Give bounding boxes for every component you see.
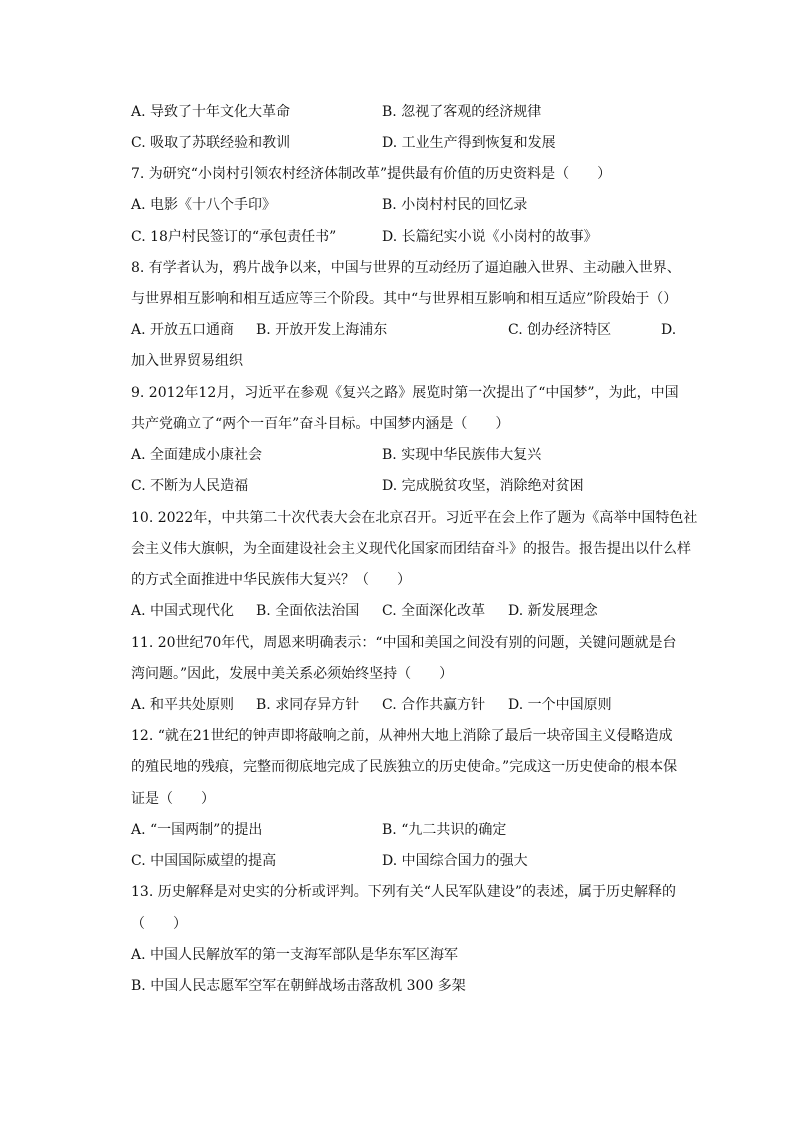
q12-stem-line1: 12. “就在21世纪的钟声即将敲响之前，从神州大地上消除了最后一块帝国主义侵略造成: [131, 728, 673, 744]
q6-option-c: C. 吸取了苏联经验和教训: [131, 135, 291, 151]
q7-option-b: B. 小岗村村民的回忆录: [382, 197, 528, 213]
q12-stem-line2: 的殖民地的残痕，完整而彻底地完成了民族独立的历史使命。”完成这一历史使命的根本保: [131, 759, 678, 775]
q12-option-b: B. “九二共识的确定: [382, 822, 507, 838]
q11-stem-line1: 11. 20世纪70年代，周恩来明确表示：“中国和美国之间没有别的问题，关键问题就是台: [131, 635, 677, 651]
q12-option-c: C. 中国国际威望的提高: [131, 853, 277, 869]
q13-stem-line1: 13. 历史解释是对史实的分析或评判。下列有关“人民军队建设”的表述，属于历史解释的: [131, 884, 677, 900]
q8-option-a: A. 开放五口通商: [131, 322, 235, 338]
q7-option-d: D. 长篇纪实小说《小岗村的故事》: [382, 229, 598, 245]
q10-stem-line3: 的方式全面推进中华民族伟大复兴？（ ）: [131, 572, 411, 588]
q12-stem-line3: 证是（ ）: [131, 791, 215, 807]
q11-option-c: C. 合作共赢方针: [382, 697, 486, 713]
q9-stem-line2: 共产党确立了“两个一百年”奋斗目标。中国梦内涵是（ ）: [131, 416, 510, 432]
q8-stem-line1: 8. 有学者认为，鸦片战争以来，中国与世界的互动经历了逼迫融入世界、主动融入世界、: [131, 260, 681, 276]
q8-option-d-continued: 加入世界贸易组织: [131, 353, 243, 369]
q11-option-d: D. 一个中国原则: [508, 697, 612, 713]
q9-option-c: C. 不断为人民造福: [131, 478, 249, 494]
q10-stem-line2: 会主义伟大旗帜，为全面建设社会主义现代化国家而团结奋斗》的报告。报告提出以什么样: [131, 541, 691, 557]
q9-option-a: A. 全面建成小康社会: [131, 447, 263, 463]
q10-stem-line1: 10. 2022年，中共第二十次代表大会在北京召开。习近平在会上作了题为《高举中国特色社: [131, 510, 698, 526]
q10-option-a: A. 中国式现代化: [131, 603, 235, 619]
q6-option-a: A. 导致了十年文化大革命: [131, 104, 291, 120]
q9-option-d: D. 完成脱贫攻坚，消除绝对贫困: [382, 478, 584, 494]
q12-option-d: D. 中国综合国力的强大: [382, 853, 528, 869]
q6-option-b: B. 忽视了客观的经济规律: [382, 104, 542, 120]
q13-option-b: B. 中国人民志愿军空军在朝鲜战场击落敌机 300 多架: [131, 978, 466, 994]
q6-option-d: D. 工业生产得到恢复和发展: [382, 135, 556, 151]
q13-option-a: A. 中国人民解放军的第一支海军部队是华东军区海军: [131, 947, 459, 963]
q8-option-b: B. 开放开发上海浦东: [256, 322, 388, 338]
q11-option-b: B. 求同存异方针: [256, 697, 360, 713]
q12-option-a: A. “一国两制”的提出: [131, 822, 263, 838]
q8-option-c: C. 创办经济特区: [508, 322, 612, 338]
q10-option-b: B. 全面依法治国: [256, 603, 360, 619]
q7-stem: 7. 为研究“小岗村引领农村经济体制改革”提供最有价值的历史资料是（ ）: [131, 166, 612, 182]
q9-stem-line1: 9. 2012年12月，习近平在参观《复兴之路》展览时第一次提出了“中国梦”，为此，中国: [131, 385, 679, 401]
q8-option-d: D.: [661, 322, 677, 338]
q10-option-c: C. 全面深化改革: [382, 603, 486, 619]
q9-option-b: B. 实现中华民族伟大复兴: [382, 447, 542, 463]
q7-option-a: A. 电影《十八个手印》: [131, 197, 277, 213]
q11-option-a: A. 和平共处原则: [131, 697, 235, 713]
q13-stem-line2: （ ）: [131, 916, 187, 932]
q8-stem-line2: 与世界相互影响和相互适应等三个阶段。其中“与世界相互影响和相互适应”阶段始于（）: [131, 291, 678, 307]
q7-option-c: C. 18户村民签订的“承包责任书”: [131, 229, 337, 245]
q11-stem-line2: 湾问题。”因此，发展中美关系必须始终坚持（ ）: [131, 666, 454, 682]
q10-option-d: D. 新发展理念: [508, 603, 598, 619]
